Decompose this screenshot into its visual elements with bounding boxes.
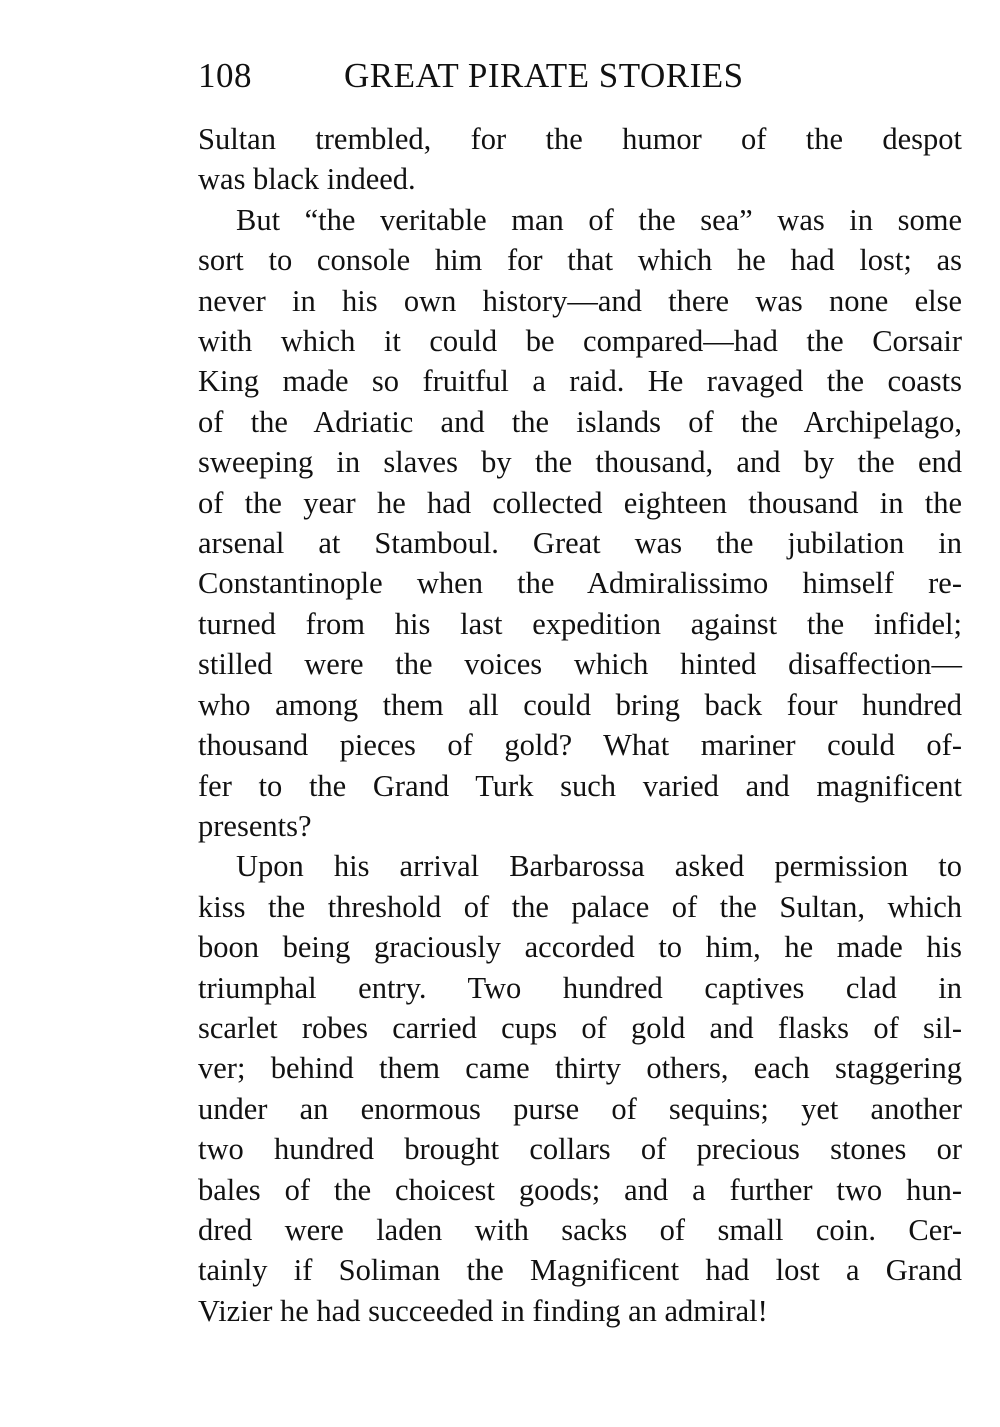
text-line: sweeping in slaves by the thousand, and by the end [198,445,962,480]
text-line: was black indeed. [198,162,416,197]
paragraph-2 [198,200,962,847]
text-line: King made so fruitful a raid. He ravaged the coasts [198,364,962,399]
text-line: dred were laden with sacks of small coin. Cer- [198,1212,962,1247]
text-line: scarlet robes carried cups of gold and flasks of sil- [198,1010,962,1045]
text-line: arsenal at Stamboul. Great was the jubilation in [198,526,962,561]
text-line: kiss the threshold of the palace of the Sultan, which [198,889,962,924]
text-line: boon being graciously accorded to him, he made his [198,930,962,965]
text-line: triumphal entry. Two hundred captives clad in [198,970,962,1005]
text-line: Constantinople when the Admiralissimo himself re- [198,566,962,601]
text-line: two hundred brought collars of precious stones or [198,1132,962,1167]
text-line: under an enormous purse of sequins; yet another [198,1091,962,1126]
body-text [198,119,962,1331]
text-line: bales of the choicest goods; and a further two hun- [198,1172,962,1207]
text-line: But “the veritable man of the sea” was in some [236,202,962,237]
text-line: never in his own history—and there was none else [198,283,962,318]
text-line: of the year he had collected eighteen thousand in the [198,485,962,520]
text-line: of the Adriatic and the islands of the Archipelago, [198,404,962,439]
text-line: sort to console him for that which he had lost; as [198,243,962,278]
running-title: GREAT PIRATE STORIES [344,56,744,95]
text-line: Upon his arrival Barbarossa asked permission to [236,849,962,884]
text-line: tainly if Soliman the Magnificent had lost a Grand [198,1253,962,1288]
text-line: fer to the Grand Turk such varied and magnificent [198,768,962,803]
running-head [198,50,962,102]
text-line: Sultan trembled, for the humor of the despot [198,122,962,156]
text-line: ver; behind them came thirty others, each staggering [198,1051,962,1086]
text-line: stilled were the voices which hinted disaffection— [198,647,962,682]
paragraph-3 [198,846,962,1331]
text-line: thousand pieces of gold? What mariner could of- [198,728,962,763]
text-line: who among them all could bring back four hundred [198,687,962,722]
text-line: Vizier he had succeeded in finding an admiral! [198,1293,768,1328]
paragraph-1 [198,119,962,200]
text-line: presents? [198,808,312,843]
text-line: with which it could be compared—had the Corsair [198,324,962,359]
page-number: 108 [198,56,252,95]
text-line: turned from his last expedition against the infidel; [198,606,962,641]
book-page [198,50,962,1331]
